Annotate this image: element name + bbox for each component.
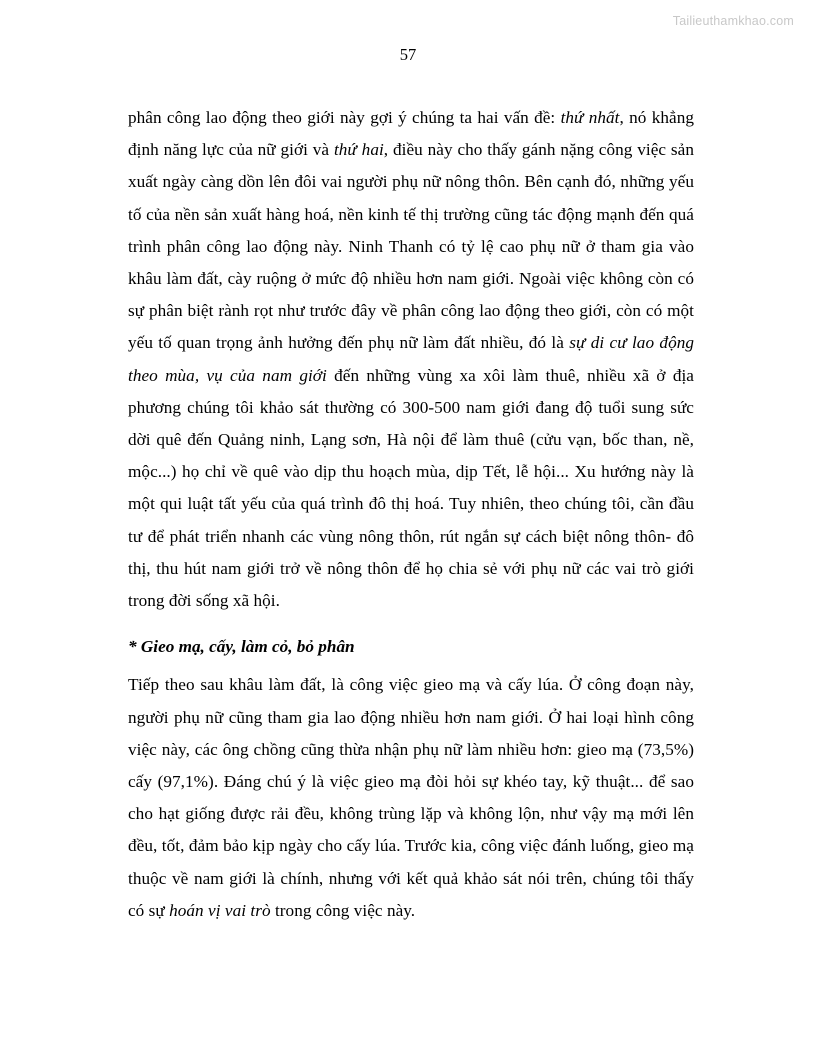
section-heading-gieo-ma: * Gieo mạ, cấy, làm cỏ, bỏ phân — [128, 637, 355, 657]
paragraph-1-segment-1: phân công lao động theo giới này gợi ý chúng ta hai vấn đề: — [128, 108, 561, 127]
paragraph-1-emphasis-2: thứ hai — [333, 140, 384, 160]
paragraph-2-segment-2: trong công việc này. — [270, 900, 416, 920]
paragraph-1-segment-4: đến những vùng xa xôi làm thuê, nhiều xã ở địa phương chúng tôi khảo sát thường có 300-500 nam giới đang độ tuổi sung sức dời quê đến Quảng ninh, Lạng sơn, Hà nội để làm thuê (cửu vạn, bốc than, nề, mộc...) họ chỉ về quê vào dịp thu hoạch mùa, dịp Tết, lễ hội... Xu hướng này là một qui luật tất yếu của quá trình đô thị hoá. Tuy nhiên, theo chúng tôi, cần đầu tư để phát triển nhanh các vùng nông thôn, rút ngắn sự cách biệt nông thôn- đô thị, thu hút nam giới trở về nông thôn để họ chia sẻ với phụ nữ các vai trò giới trong đời sống xã hội. — [128, 365, 694, 611]
paragraph-1-emphasis-1: thứ nhất — [560, 108, 620, 127]
page-content — [128, 102, 694, 927]
page-number: 57 — [399, 45, 417, 64]
watermark-text: Tailieuthamkhao.com — [672, 14, 794, 28]
body-paragraph-1 — [128, 102, 694, 617]
paragraph-2-segment-1: Tiếp theo sau khâu làm đất, là công việc gieo mạ và cấy lúa. Ở công đoạn này, người phụ nữ cũng tham gia lao động nhiều hơn nam giới. Ở hai loại hình công việc này, các ông chồng cũng thừa nhận phụ nữ làm nhiều hơn: gieo mạ (73,5%) cấy (97,1%). Đáng chú ý là việc gieo mạ đòi hỏi sự khéo tay, kỹ thuật... để sao cho hạt giống được rải đều, không trùng lặp và không lộn, như vậy mạ mới lên đều, tốt, đảm bảo kịp ngày cho cấy lúa. Trước kia, công việc đánh luống, gieo mạ thuộc về nam giới là chính, nhưng với kết quả khảo sát nói trên, chúng tôi thấy có sự — [128, 675, 694, 920]
paragraph-1-segment-3: , điều này cho thấy gánh nặng công việc sản xuất ngày càng dồn lên đôi vai người phụ nữ nông thôn. Bên cạnh đó, những yếu tố của nền sản xuất hàng hoá, nền kinh tế thị trường cũng tác động mạnh đến quá trình phân công lao động này. Ninh Thanh có tỷ lệ cao phụ nữ ở tham gia vào khâu làm đất, cày ruộng ở mức độ nhiều hơn nam giới. Ngoài việc không còn có sự phân biệt rành rọt như trước đây về phân công lao động theo giới, còn có một yếu tố quan trọng ảnh hưởng đến phụ nữ làm đất nhiều, đó là — [128, 140, 694, 353]
paragraph-1-emphasis-3: sự di cư lao động theo mùa, vụ của nam giới — [128, 333, 694, 385]
paragraph-1-segment-2: , nó khẳng định năng lực của nữ giới và — [128, 108, 694, 160]
body-paragraph-2 — [128, 669, 694, 927]
paragraph-2-emphasis-1: hoán vị vai trò — [169, 900, 271, 920]
